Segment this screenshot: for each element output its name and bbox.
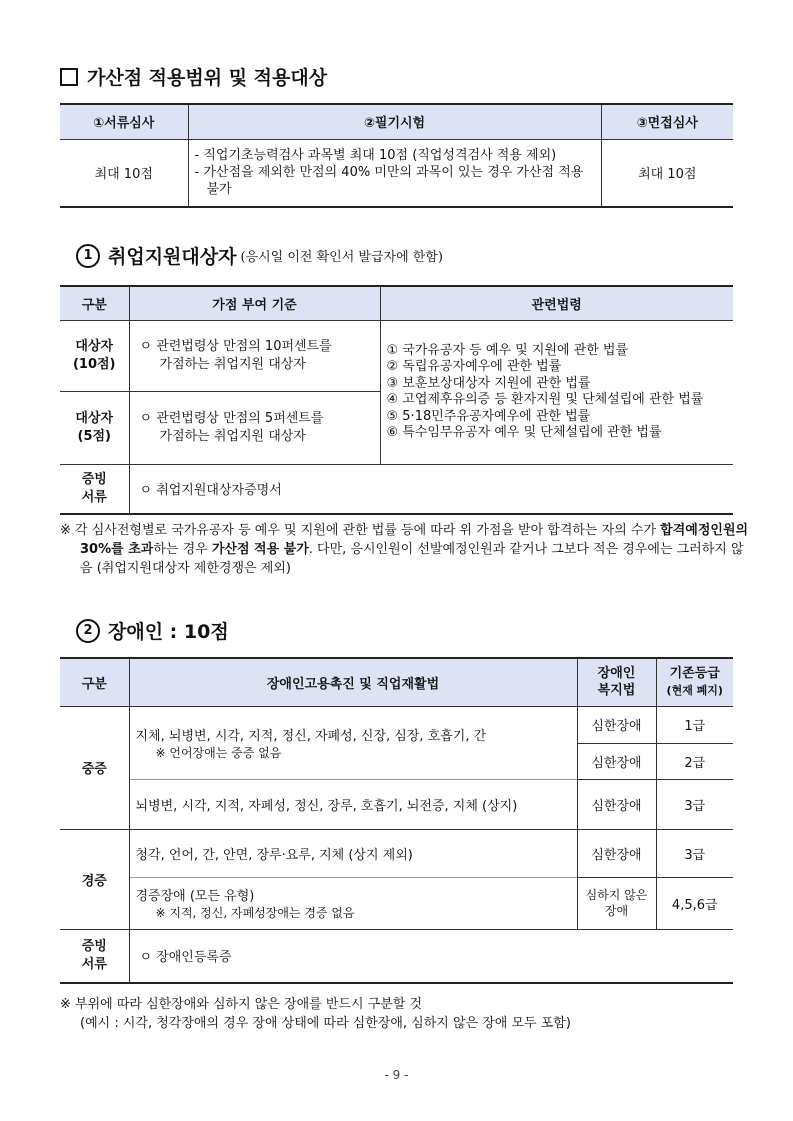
header-previous-grade: 기존등급 (현재 폐지)	[656, 658, 733, 706]
scope-table	[60, 103, 733, 208]
section-number-badge: 2	[76, 619, 100, 643]
header-category: 구분	[60, 286, 129, 320]
evidence-document: ㅇ 장애인등록증	[129, 929, 733, 983]
employment-support-table	[60, 285, 733, 515]
mild-types-2: 경증장애 (모든 유형) ※ 지적, 정신, 자폐성장애는 경증 없음	[129, 877, 577, 929]
header-written-exam: ②필기시험	[188, 104, 601, 139]
interview-value: 최대 10점	[601, 139, 733, 207]
disabled-table	[60, 657, 733, 984]
section-number-badge: 1	[76, 244, 100, 268]
header-interview: ③면접심사	[601, 104, 733, 139]
target-10-label: 대상자 (10점)	[72, 338, 116, 372]
header-related-laws: 관련법령	[380, 286, 733, 320]
severity-cell: 심한장애	[577, 743, 656, 779]
header-document-review: ①서류심사	[60, 104, 188, 139]
severity-cell: 심하지 않은 장애	[577, 877, 656, 929]
severe-label: 중증	[81, 762, 107, 777]
related-laws-list: ① 국가유공자 등 예우 및 지원에 관한 법률 ② 독립유공자예우에 관한 법률 ③ 보훈보상대상자 지원에 관한 법률 ④ 고엽제후유의증 등 환자지원 및 단체설립에 관한 법률 ⑤ 5·18민주유공자예우에 관한 법률 ⑥ 특수임무유공자 예우 및 단체설립에 관한 법률	[380, 320, 733, 464]
grade-cell: 2급	[656, 743, 733, 779]
disabled-note: ※ 부위에 따라 심한장애와 심하지 않은 장애를 반드시 구분할 것 (예시 : 시각, 청각장애의 경우 장애 상태에 따라 심한장애, 심하지 않은 장애 모두 포함)	[60, 997, 571, 1031]
header-criteria: 가점 부여 기준	[129, 286, 380, 320]
mild-types-1: 청각, 언어, 간, 안면, 장루·요루, 지체 (상지 제외)	[129, 829, 577, 877]
mild-label: 경증	[60, 829, 129, 929]
header-welfare-act: 장애인 복지법	[577, 658, 656, 706]
severe-types-2: 뇌병변, 시각, 지적, 자폐성, 정신, 장루, 호흡기, 뇌전증, 지체 (상지)	[129, 779, 577, 829]
page-number: - 9 -	[384, 1068, 409, 1082]
grade-cell: 3급	[656, 779, 733, 829]
employment-support-note: ※ 각 심사전형별로 국가유공자 등 예우 및 지원에 관한 법률 등에 따라 위 가점을 받아 합격하는 자의 수가 합격예정인원의 30%를 초과하는 경우 가산점 적용 불가. 다만, 응시인원이 선발예정인원과 같거나 그보다 적은 경우에는 그러하지 않음 (취업지원대상자 제한경쟁은 제외)	[60, 523, 749, 576]
severity-cell: 심한장애	[577, 829, 656, 877]
grade-cell: 1급	[656, 706, 733, 743]
severity-cell: 심한장애	[577, 706, 656, 743]
target-5-criteria: ㅇ 관련법령상 만점의 5퍼센트를 가점하는 취업지원 대상자	[129, 391, 380, 464]
header-employment-act: 장애인고용촉진 및 직업재활법	[129, 658, 577, 706]
section-title-employment-support: 1 취업지원대상자 (응시일 이전 확인서 발급자에 한함)	[76, 242, 443, 269]
target-5-label: 대상자 (5점)	[60, 391, 129, 464]
document-review-value: 최대 10점	[60, 139, 188, 207]
evidence-document: ㅇ 취업지원대상자증명서	[129, 464, 733, 514]
severe-types-1: 지체, 뇌병변, 시각, 지적, 정신, 자폐성, 신장, 심장, 호흡기, 간 ※ 언어장애는 중증 없음	[129, 706, 577, 779]
header-category: 구분	[60, 658, 129, 706]
section-title-disabled: 2 장애인 : 10점	[76, 617, 229, 644]
grade-cell: 3급	[656, 829, 733, 877]
checkbox-square-icon	[60, 68, 78, 86]
section-title-scope: 가산점 적용범위 및 적용대상	[60, 63, 327, 90]
written-exam-details: - 직업기초능력검사 과목별 최대 10점 (직업성격검사 적용 제외) - 가산점을 제외한 만점의 40% 미만의 과목이 있는 경우 가산점 적용 불가	[188, 139, 601, 207]
evidence-label: 증빙 서류	[60, 464, 129, 514]
evidence-label: 증빙 서류	[60, 929, 129, 983]
severity-cell: 심한장애	[577, 779, 656, 829]
target-10-criteria: ㅇ 관련법령상 만점의 10퍼센트를 가점하는 취업지원 대상자	[129, 320, 380, 391]
grade-cell: 4,5,6급	[656, 877, 733, 929]
